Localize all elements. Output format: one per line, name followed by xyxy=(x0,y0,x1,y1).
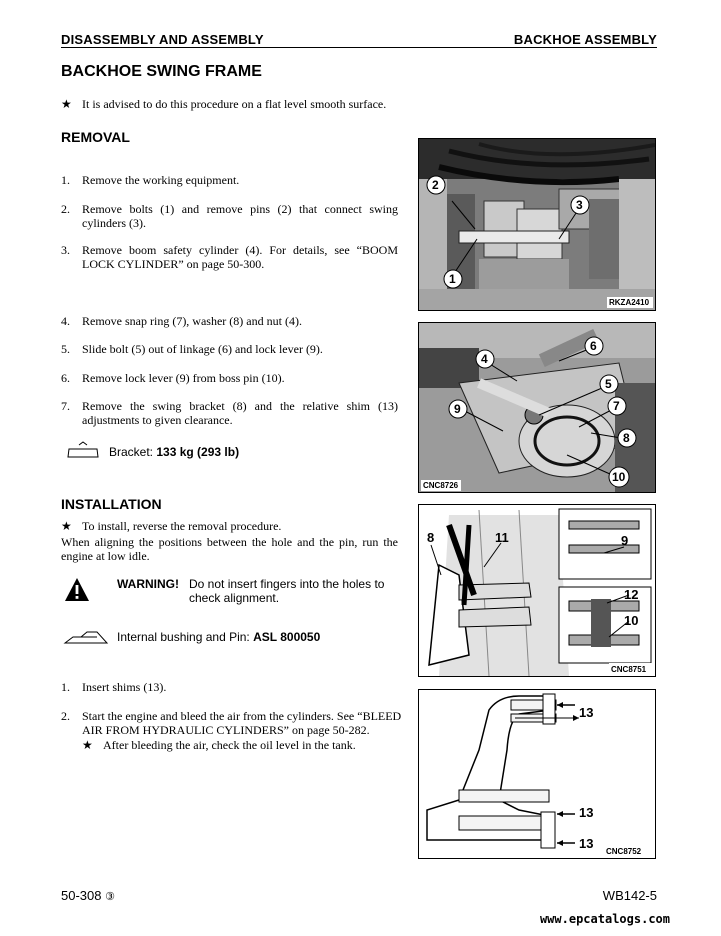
step-text: Insert shims (13). xyxy=(82,680,167,694)
warning-text: Do not insert fingers into the holes to check alignment. xyxy=(189,577,385,605)
footer-model: WB142-5 xyxy=(602,888,657,903)
weight-icon xyxy=(66,441,100,464)
installation-heading: INSTALLATION xyxy=(61,496,162,512)
weight-spec xyxy=(109,445,239,459)
step-number: 5. xyxy=(61,342,70,356)
intro-note: It is advised to do this procedure on a flat level smooth surface. xyxy=(82,97,387,111)
warning-label: WARNING! xyxy=(117,577,179,591)
callout-label: 13 xyxy=(579,805,594,820)
sub-note: After bleeding the air, check the oil level in the tank. xyxy=(103,738,356,752)
step-number: 4. xyxy=(61,314,70,328)
figure-code: CNC8752 xyxy=(606,847,642,856)
installation-note: To install, reverse the removal procedure. xyxy=(82,519,282,533)
step-number: 7. xyxy=(61,399,70,413)
callout-label: 7 xyxy=(613,399,620,413)
callout-label: 13 xyxy=(579,705,594,720)
step-text: Remove lock lever (9) from boss pin (10). xyxy=(82,371,285,385)
removal-heading: REMOVAL xyxy=(61,129,130,145)
step-number: 3. xyxy=(61,243,70,257)
line-drawing xyxy=(419,505,655,676)
revision-icon: ③ xyxy=(105,891,115,903)
header-chapter-title: BACKHOE ASSEMBLY xyxy=(513,32,657,47)
step-text: Remove the swing bracket (8) and the relative shim (13) adjustments to given clearance. xyxy=(82,399,398,427)
page-number: 50-308 xyxy=(61,888,102,903)
step-number: 2. xyxy=(61,202,70,216)
warning-triangle-icon xyxy=(64,577,90,608)
figure-code: CNC8751 xyxy=(611,665,647,674)
figure-swing-cylinder-photo xyxy=(418,138,656,311)
callout-label: 1 xyxy=(449,272,456,286)
star-icon: ★ xyxy=(61,97,72,111)
callout-label: 9 xyxy=(621,533,629,548)
figure-code: CNC8726 xyxy=(423,481,459,490)
footer-url-watermark[interactable]: www.epcatalogs.com xyxy=(539,912,670,926)
callout-label: 2 xyxy=(432,178,439,192)
grease-gun-icon xyxy=(63,629,109,650)
weight-value: 133 kg (293 lb) xyxy=(156,445,240,459)
weight-label: Bracket: xyxy=(109,445,154,459)
step-text: Remove boom safety cylinder (4). For details, see “BOOM LOCK CYLINDER” on page 50-300. xyxy=(82,243,398,271)
figure-shim-location-diagram xyxy=(418,689,656,859)
line-drawing xyxy=(419,690,655,858)
header-rule xyxy=(61,47,657,48)
header-section-title: DISASSEMBLY AND ASSEMBLY xyxy=(61,32,264,47)
callout-label: 9 xyxy=(454,402,461,416)
step-text: Remove the working equipment. xyxy=(82,173,240,187)
step-text: Slide bolt (5) out of linkage (6) and lock lever (9). xyxy=(82,342,323,356)
callout-label: 10 xyxy=(612,470,626,484)
grease-label: Internal bushing and Pin: xyxy=(117,630,250,644)
step-number: 1. xyxy=(61,680,70,694)
figure-code: RKZA2410 xyxy=(609,298,650,307)
callout-label: 4 xyxy=(481,352,488,366)
figure-bracket-shim-diagram xyxy=(418,504,656,677)
alignment-text: When aligning the positions between the hole and the pin, run the engine at low idle. xyxy=(61,535,398,563)
star-icon: ★ xyxy=(82,738,93,752)
step-text: Start the engine and bleed the air from the cylinders. See “BLEED AIR FROM HYDRAULIC CYLINDERS” on page 50-282. xyxy=(82,709,402,737)
page-title: BACKHOE SWING FRAME xyxy=(61,63,262,80)
callout-label: 13 xyxy=(579,836,594,851)
figure-lock-lever-photo xyxy=(418,322,656,493)
callout-label: 10 xyxy=(624,613,639,628)
callout-label: 5 xyxy=(605,377,612,391)
star-icon: ★ xyxy=(61,519,72,533)
callout-label: 3 xyxy=(576,198,583,212)
step-number: 2. xyxy=(61,709,70,723)
callout-label: 8 xyxy=(427,530,435,545)
callout-label: 11 xyxy=(495,530,509,545)
grease-value: ASL 800050 xyxy=(253,630,321,644)
step-number: 1. xyxy=(61,173,70,187)
callout-label: 6 xyxy=(590,339,597,353)
grease-spec xyxy=(117,630,320,644)
step-text: Remove bolts (1) and remove pins (2) that connect swing cylinders (3). xyxy=(82,202,398,230)
callout-label: 8 xyxy=(623,431,630,445)
step-text: Remove snap ring (7), washer (8) and nut (4). xyxy=(82,314,302,328)
step-number: 6. xyxy=(61,371,70,385)
footer-page-number xyxy=(61,888,115,903)
callout-label: 12 xyxy=(624,587,639,602)
